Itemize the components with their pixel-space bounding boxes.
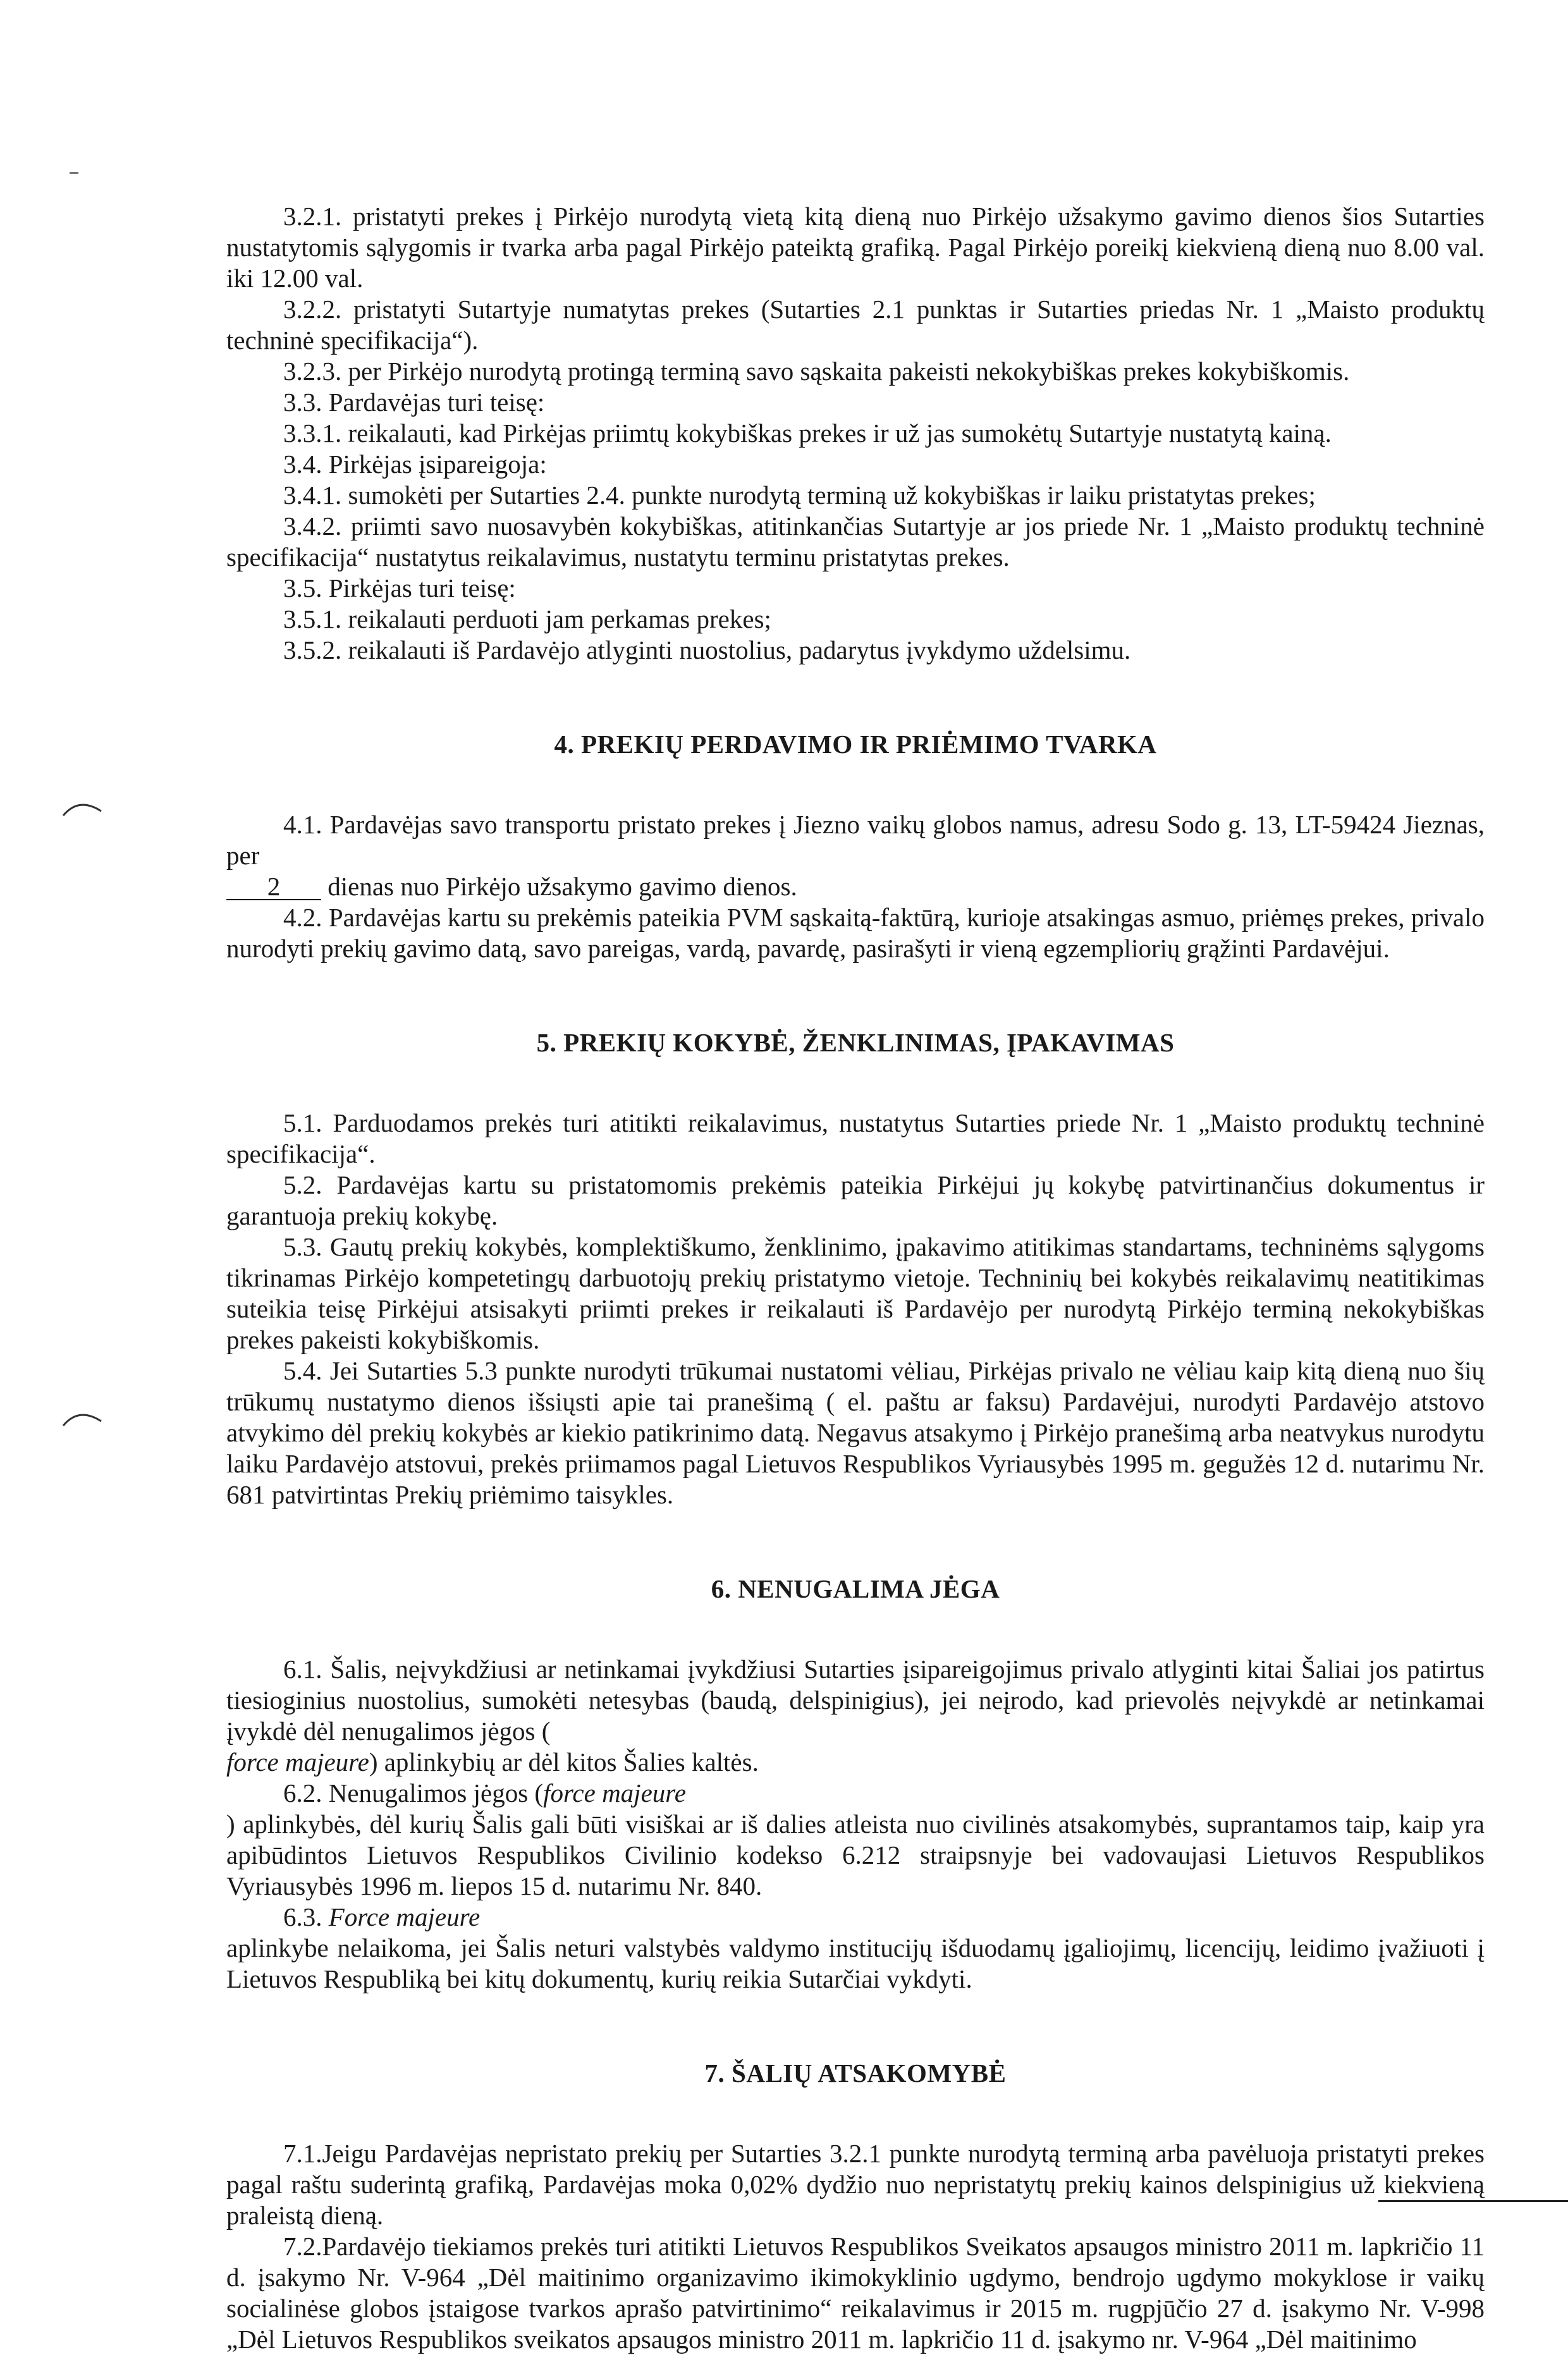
clause-text: aplinkybe nelaikoma, jei Šalis neturi valstybės valdymo institucijų išduodamų įgaliojimų, licencijų, leidimo įvažiuoti į Lietuvos Respubliką bei kitų dokumentų, kurių reikia Sutarčiai vykdyti. [226, 1933, 1485, 1993]
section-2 [226, 1027, 1485, 1510]
scan-edge-line [1378, 2200, 1568, 2202]
clause-text: 3.2.1. pristatyti prekes į Pirkėjo nurodytą vietą kitą dieną nuo Pirkėjo užsakymo gavimo dienos šios Sutarties nustatytomis sąlygomis ir tvarka arba pagal Pirkėjo pateiktą grafiką. Pagal Pirkėjo poreikį kiekvieną dieną nuo 8.00 val. iki 12.00 val. [226, 202, 1485, 293]
clause-text: 3.3. Pardavėjas turi teisę: [283, 388, 545, 417]
italic-text: Force majeure [328, 1902, 481, 1931]
clause-paragraph [226, 418, 1485, 449]
clause-text: 3.5.1. reikalauti perduoti jam perkamas prekes; [283, 604, 771, 633]
clause-text: 3.5.2. reikalauti iš Pardavėjo atlyginti nuostolius, padarytus įvykdymo uždelsimu. [283, 635, 1131, 664]
clause-text: 3.4.1. sumokėti per Sutarties 2.4. punkte nurodytą terminą už kokybiškas ir laiku pristatytas prekes; [283, 480, 1316, 510]
clause-paragraph [226, 201, 1485, 294]
section-heading: 5. PREKIŲ KOKYBĖ, ŽENKLINIMAS, ĮPAKAVIMAS [536, 1028, 1175, 1057]
clause-text: 5.4. Jei Sutarties 5.3 punkte nurodyti trūkumai nustatomi vėliau, Pirkėjas privalo ne vėliau kaip kitą dieną nuo šių trūkumų nustatymo dienos išsiųsti apie tai pranešimą ( el. paštu ar faksu) Pardavėjui, nurodyti Pardavėjo atstovo atvykimo dėl prekių kokybės ar kiekio patikrinimo datą. Negavus atsakymo į Pirkėjo pranešimą arba neatvykus nurodytu laiku Pardavėjo atstovui, prekės priimamos pagal Lietuvos Respublikos Vyriausybės 1995 m. gegužės 12 d. nutarimu Nr. 681 patvirtintas Prekių priėmimo taisykles. [226, 1356, 1485, 1509]
section-heading: 6. NENUGALIMA JĖGA [711, 1574, 1000, 1603]
clause-line-group [226, 1747, 1485, 1778]
clause-line-group [226, 1778, 1485, 1809]
clause-paragraph [226, 1170, 1485, 1232]
clause-line-group [226, 387, 1485, 418]
clause-paragraph [226, 511, 1485, 573]
clause-line-group [226, 1355, 1485, 1510]
section-4 [226, 2058, 1485, 2355]
clause-line-group [226, 2231, 1485, 2355]
clause-paragraph [226, 294, 1485, 356]
clause-text: 5.1. Parduodamos prekės turi atitikti reikalavimus, nustatytus Sutarties priede Nr. 1 „Maisto produktų techninė specifikacija“. [226, 1108, 1485, 1168]
clause-line-group [226, 511, 1485, 573]
clause-text: ) aplinkybės, dėl kurių Šalis gali būti visiškai ar iš dalies atleista nuo civilinės atsakomybės, suprantamos taip, kaip yra apibūdintos Lietuvos Respublikos Civilinio kodekso 6.212 straipsnyje bei vadovaujasi Lietuvos Respublikos Vyriausybės 1996 m. liepos 15 d. nutarimu Nr. 840. [226, 1809, 1485, 1900]
clause-text: 6.1. Šalis, neįvykdžiusi ar netinkamai įvykdžiusi Sutarties įsipareigojimus privalo atlyginti kitai Šaliai jos patirtus tiesioginius nuostolius, sumokėti netesybas (baudą, delspinigius), jei neįrodo, kad prievolės neįvykdė ar netinkamai įvykdė dėl nenugalimos jėgos ( [226, 1655, 1485, 1746]
clause-line-group [226, 604, 1485, 635]
clause-line-group [226, 1108, 1485, 1170]
clause-text: 3.2.2. pristatyti Sutartyje numatytas prekes (Sutarties 2.1 punktas ir Sutarties priedas Nr. 1 „Maisto produktų techninė specifikacija“). [226, 295, 1485, 355]
section-heading: 7. ŠALIŲ ATSAKOMYBĖ [704, 2058, 1007, 2088]
clause-line-group [226, 480, 1485, 511]
clause-line-group [226, 1933, 1485, 1995]
clause-line-group [226, 201, 1485, 294]
section-0 [226, 201, 1485, 666]
clause-paragraph [226, 809, 1485, 902]
clause-line-group [226, 449, 1485, 480]
clause-paragraph [226, 1778, 1485, 1902]
clause-paragraph [226, 1902, 1485, 1995]
clause-paragraph [226, 573, 1485, 604]
clause-text: 4.1. Pardavėjas savo transportu pristato prekes į Jiezno vaikų globos namus, adresu Sodo g. 13, LT-59424 Jieznas, per [226, 810, 1485, 870]
clause-paragraph [226, 1232, 1485, 1355]
clause-line-group [226, 418, 1485, 449]
clause-line-group [226, 573, 1485, 604]
clause-paragraph [226, 2231, 1485, 2355]
clause-text: 7.2.Pardavėjo tiekiamos prekės turi atitikti Lietuvos Respublikos Sveikatos apsaugos ministro 2011 m. lapkričio 11 d. įsakymo Nr. V-964 „Dėl maitinimo organizavimo ikimokyklinio ugdymo, bendrojo ugdymo mokyklose ir vaikų socialinėse globos įstaigose tvarkos aprašo patvirtinimo“ reikalavimus ir 2015 m. rugpjūčio 27 d. įsakymo Nr. V-998 „Dėl Lietuvos Respublikos sveikatos apsaugos ministro 2011 m. lapkričio 11 d. įsakymo nr. V-964 „Dėl maitinimo [226, 2232, 1485, 2354]
clause-text: 5.2. Pardavėjas kartu su pristatomomis prekėmis pateikia Pirkėjui jų kokybę patvirtinančius dokumentus ir garantuoja prekių kokybę. [226, 1170, 1485, 1230]
clause-text: 5.3. Gautų prekių kokybės, komplektiškumo, ženklinimo, įpakavimo atitikimas standartams, techninėms sąlygoms tikrinamas Pirkėjo kompetetingų darbuotojų prekių pristatymo vietoje. Techninių bei kokybės reikalavimų neatitikimas suteikia teisę Pirkėjui atsisakyti priimti prekes ir reikalauti iš Pardavėjo per nurodytą Pirkėjo terminą nekokybiškas prekes pakeisti kokybiškomis. [226, 1232, 1485, 1354]
scan-dash-mark [70, 172, 78, 174]
clause-text: 3.2.3. per Pirkėjo nurodytą protingą terminą savo sąskaita pakeisti nekokybiškas prekes kokybiškomis. [283, 357, 1350, 386]
clause-paragraph [226, 902, 1485, 964]
clause-paragraph [226, 449, 1485, 480]
clause-text: 3.4.2. priimti savo nuosavybėn kokybiškas, atitinkančias Sutartyje ar jos priede Nr. 1 „Maisto produktų techninė specifikacija“ nustatytus reikalavimus, nustatytu terminu pristatytas prekes. [226, 511, 1485, 572]
italic-text: force majeure [226, 1747, 369, 1777]
clause-line-group [226, 294, 1485, 356]
clause-paragraph [226, 1108, 1485, 1170]
clause-paragraph [226, 635, 1485, 666]
section-3 [226, 1574, 1485, 1995]
clause-text: 6.2. Nenugalimos jėgos ( [283, 1778, 544, 1808]
scan-hole-mark-icon [60, 1404, 104, 1429]
clause-text: 3.3.1. reikalauti, kad Pirkėjas priimtų kokybiškas prekes ir už jas sumokėtų Sutartyje nustatytą kainą. [283, 419, 1332, 448]
clause-text: ) aplinkybių ar dėl kitos Šalies kaltės. [369, 1747, 759, 1777]
clause-text: dienas nuo Pirkėjo užsakymo gavimo dienos. [321, 872, 797, 901]
filled-blank-value: 2 [226, 874, 321, 900]
clause-line-group [226, 356, 1485, 387]
clause-paragraph [226, 1654, 1485, 1778]
clause-line-group [226, 809, 1485, 871]
section-1 [226, 729, 1485, 964]
clause-line-group [226, 1232, 1485, 1355]
clause-text: 6.3. [283, 1902, 329, 1931]
clause-paragraph [226, 1355, 1485, 1510]
clause-line-group [226, 871, 1485, 902]
clause-text: 7.1.Jeigu Pardavėjas nepristato prekių per Sutarties 3.2.1 punkte nurodytą terminą arba pavėluoja pristatyti prekes pagal raštu suderintą grafiką, Pardavėjas moka 0,02% dydžio nuo nepristatytų prekių kainos delspinigius už kiekvieną praleistą dieną. [226, 2139, 1485, 2230]
section-heading: 4. PREKIŲ PERDAVIMO IR PRIĖMIMO TVARKA [554, 730, 1157, 759]
clause-text: 3.4. Pirkėjas įsipareigoja: [283, 450, 547, 479]
document-page [226, 201, 1485, 2355]
clause-line-group [226, 902, 1485, 964]
clause-paragraph [226, 356, 1485, 387]
clause-paragraph [226, 387, 1485, 418]
clause-line-group [226, 1902, 1485, 1933]
clause-text: 3.5. Pirkėjas turi teisę: [283, 573, 516, 603]
clause-paragraph [226, 480, 1485, 511]
clause-line-group [226, 1654, 1485, 1747]
clause-line-group [226, 1170, 1485, 1232]
clause-paragraph [226, 604, 1485, 635]
clause-text: 4.2. Pardavėjas kartu su prekėmis pateikia PVM sąskaitą-faktūrą, kurioje atsakingas asmuo, priėmęs prekes, privalo nurodyti prekių gavimo datą, savo pareigas, vardą, pavardę, pasirašyti ir vieną egzempliorių grąžinti Pardavėjui. [226, 903, 1485, 963]
scan-hole-mark-icon [60, 793, 104, 819]
clause-line-group [226, 1809, 1485, 1902]
italic-text: force majeure [543, 1778, 686, 1808]
clause-line-group [226, 635, 1485, 666]
